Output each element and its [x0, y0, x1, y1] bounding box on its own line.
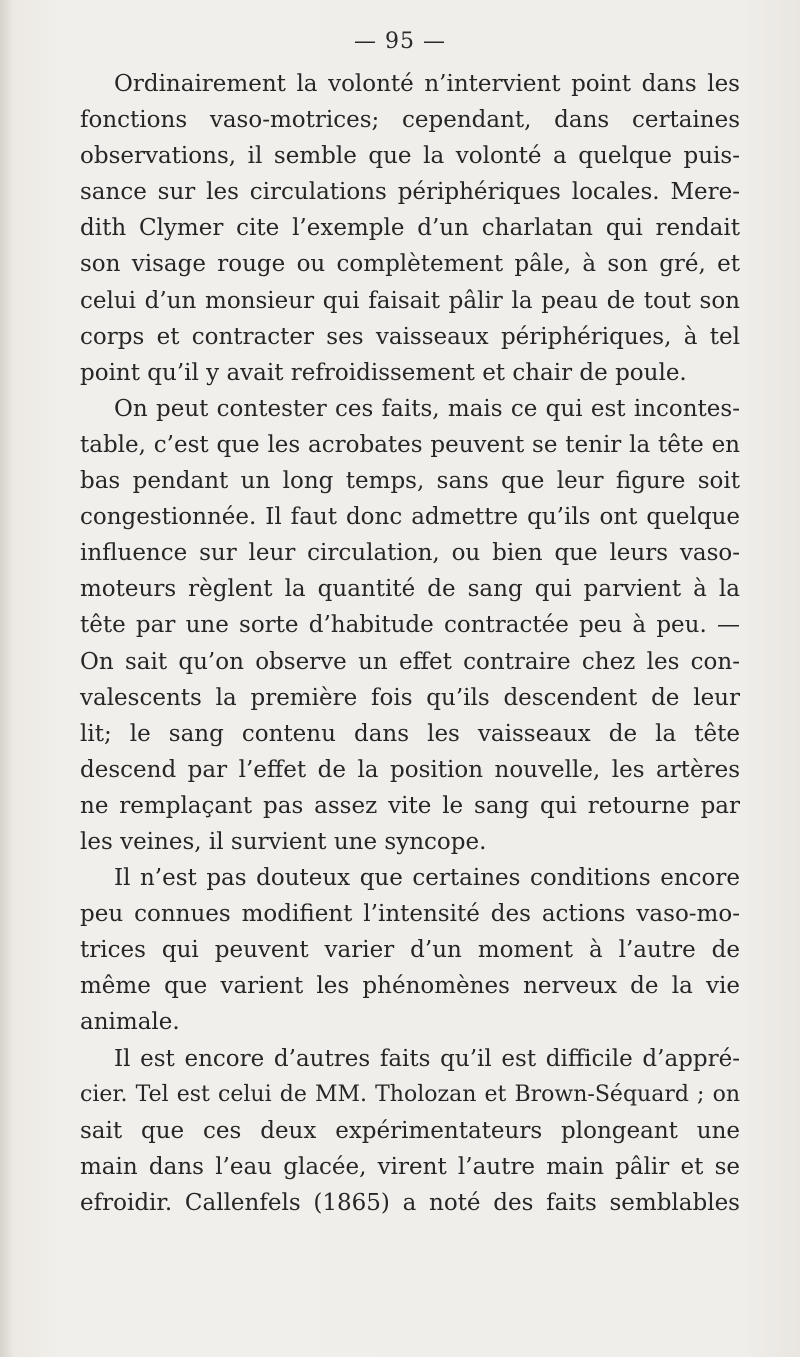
text-line: table, c’est que les acrobates peuvent se tenir la tête en	[80, 431, 740, 458]
text-line: trices qui peuvent varier d’un moment à l’autre de	[80, 937, 740, 964]
text-line: même que varient les phénomènes nerveux de la vie	[80, 973, 740, 1000]
text-line: On sait qu’on observe un effet contraire chez les con-	[80, 648, 740, 675]
text-line: Il est encore d’autres faits qu’il est difficile d’appré-	[114, 1045, 740, 1072]
text-line: moteurs règlent la quantité de sang qui parvient à la	[80, 576, 740, 603]
text-line: Ordinairement la volonté n’intervient point dans les	[114, 71, 740, 97]
text-line: corps et contracter ses vaisseaux périphériques, à tel	[80, 323, 740, 350]
text-line: les veines, il survient une syncope.	[80, 828, 487, 855]
text-line: On peut contester ces faits, mais ce qui est incontes-	[114, 395, 740, 422]
text-line: efroidir. Callenfels (1865) a noté des faits semblables	[80, 1189, 740, 1216]
text-line: cier. Tel est celui de MM. Tholozan et Brown-Séquard ; on	[80, 1081, 740, 1107]
text-line: ne remplaçant pas assez vite le sang qui retourne par	[80, 792, 740, 819]
paragraph-3	[80, 860, 740, 1040]
text-line: Il n’est pas douteux que certaines conditions encore	[114, 865, 740, 892]
paragraph-2	[80, 391, 740, 860]
page-number: — 95 —	[354, 29, 446, 54]
text-line: celui d’un monsieur qui faisait pâlir la peau de tout son	[80, 287, 740, 314]
paragraph-4	[80, 1041, 740, 1221]
body-text	[80, 66, 740, 1221]
text-line: lit; le sang contenu dans les vaisseaux de la tête	[80, 720, 740, 747]
text-line: congestionnée. Il faut donc admettre qu’ils ont quelque	[80, 504, 740, 531]
text-line: influence sur leur circulation, ou bien que leurs vaso-	[80, 540, 740, 567]
text-line: sait que ces deux expérimentateurs plongeant une	[80, 1117, 740, 1144]
text-line: fonctions vaso-motrices; cependant, dans certaines	[80, 107, 740, 134]
paragraph-1	[80, 66, 740, 391]
text-line: bas pendant un long temps, sans que leur figure soit	[80, 468, 740, 495]
text-line: point qu’il y avait refroidissement et chair de poule.	[80, 359, 687, 386]
text-line: observations, il semble que la volonté a quelque puis-	[80, 143, 740, 170]
text-line: dith Clymer cite l’exemple d’un charlatan qui rendait	[80, 215, 740, 242]
text-line: sance sur les circulations périphériques locales. Mere-	[80, 179, 740, 206]
text-line: valescents la première fois qu’ils descendent de leur	[80, 684, 740, 711]
text-line: descend par l’effet de la position nouvelle, les artères	[80, 756, 740, 783]
text-line: tête par une sorte d’habitude contractée peu à peu. —	[80, 612, 740, 639]
text-line: main dans l’eau glacée, virent l’autre main pâlir et se	[80, 1153, 740, 1180]
text-line: peu connues modifient l’intensité des actions vaso-mo-	[80, 901, 740, 928]
text-line: son visage rouge ou complètement pâle, à son gré, et	[80, 251, 740, 278]
text-line: animale.	[80, 1009, 180, 1036]
